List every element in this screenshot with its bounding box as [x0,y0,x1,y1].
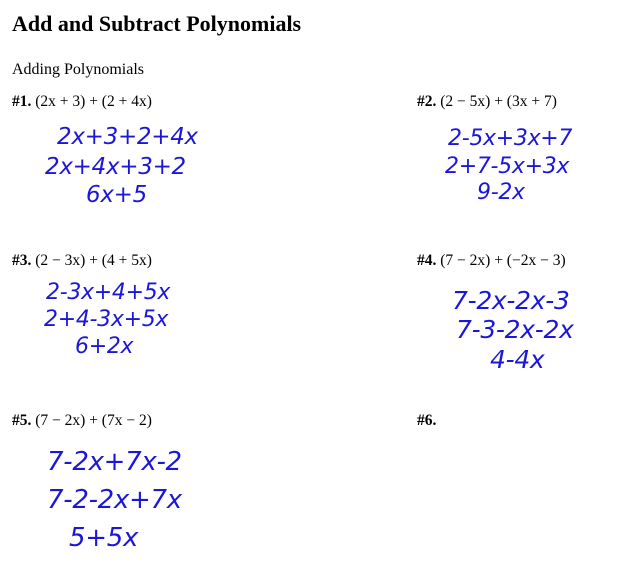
handwritten-step: 2x+4x+3+2 [45,154,186,180]
problem-expression: (2 − 5x) + (3x + 7) [440,93,557,110]
problem-4 [417,252,566,270]
handwritten-step: 9-2x [477,180,525,205]
problem-3 [12,252,152,270]
page-title: Add and Subtract Polynomials [12,11,302,36]
handwritten-step: 6x+5 [86,182,147,208]
problem-label: #1. [12,93,32,110]
problem-2 [417,93,557,111]
handwritten-step: 2+7-5x+3x [445,154,570,179]
handwritten-step: 2x+3+2+4x [57,124,198,150]
handwritten-step: 2+4-3x+5x [44,307,169,332]
handwritten-step: 7-2x+7x-2 [47,447,182,477]
handwritten-step: 2-3x+4+5x [46,280,171,305]
problem-expression: (2 − 3x) + (4 + 5x) [35,252,152,269]
problem-6 [417,412,436,430]
section-heading: Adding Polynomials [12,61,145,78]
handwritten-step: 2-5x+3x+7 [448,126,573,151]
problem-5 [12,412,152,430]
problem-expression: (7 − 2x) + (−2x − 3) [440,252,566,269]
handwritten-step: 7-2-2x+7x [47,485,182,515]
problem-1 [12,93,152,111]
handwritten-step: 5+5x [69,523,139,553]
handwritten-step: 4-4x [490,345,545,374]
handwritten-step: 6+2x [75,334,134,359]
problem-expression: (7 − 2x) + (7x − 2) [35,412,152,429]
problem-label: #3. [12,252,32,269]
problem-label: #4. [417,252,437,269]
handwritten-step: 7-3-2x-2x [456,315,574,344]
problem-expression: (2x + 3) + (2 + 4x) [35,93,152,110]
problem-label: #6. [417,412,437,429]
problem-label: #2. [417,93,437,110]
handwritten-step: 7-2x-2x-3 [452,286,570,315]
problem-label: #5. [12,412,32,429]
